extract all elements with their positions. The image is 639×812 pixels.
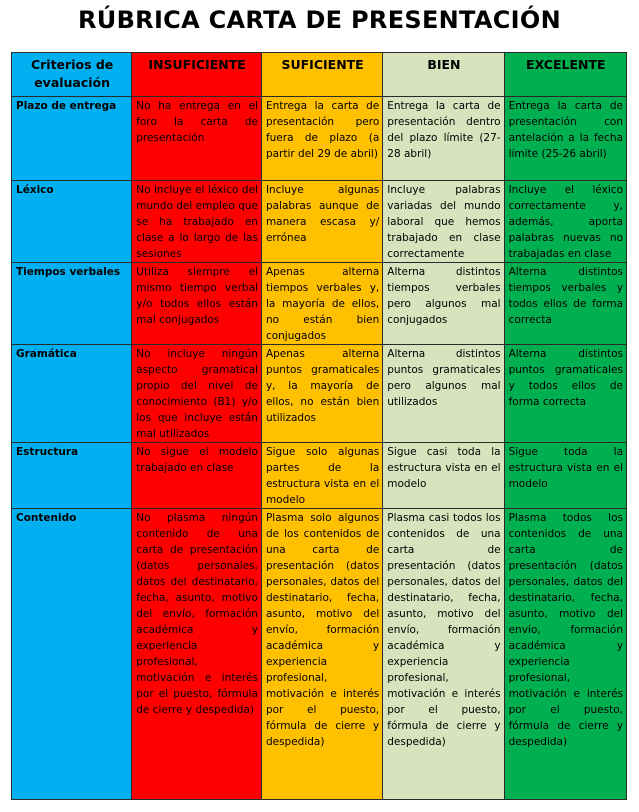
bien-cell: Alterna distintos puntos gramaticales pero algunos mal utilizados (383, 345, 504, 443)
excelente-cell: Sigue toda la estructura vista en el modelo (504, 443, 626, 509)
header-criteria: Criterios de evaluación (12, 53, 132, 97)
criterion-cell: Estructura (12, 443, 132, 509)
rubric-table (11, 52, 627, 800)
criterion-cell: Gramática (12, 345, 132, 443)
bien-cell: Plasma casi todos los contenidos de una carta de presentación (datos personales, datos del destinatario, fecha, asunto, motivo del envío, formación académica y experiencia profesional, motivación e interés por el puesto, fórmula de cierre y despedida) (383, 509, 504, 800)
insuficiente-cell: No ha entrega en el foro la carta de presentación (132, 97, 262, 181)
insuficiente-cell: No incluye el léxico del mundo del empleo que se ha trabajado en clase a lo largo de las sesiones (132, 181, 262, 263)
insuficiente-cell: No incluye ningún aspecto gramatical propio del nivel de conocimiento (B1) y/o los que incluye están mal utilizados (132, 345, 262, 443)
table-row (12, 509, 627, 800)
suficiente-cell: Sigue solo algunas partes de la estructura vista en el modelo (261, 443, 382, 509)
table-row (12, 97, 627, 181)
suficiente-cell: Apenas alterna puntos gramaticales y, la mayoría de ellos, no están bien utilizados (261, 345, 382, 443)
suficiente-cell: Apenas alterna tiempos verbales y, la mayoría de ellos, no están bien conjugados (261, 263, 382, 345)
excelente-cell: Entrega la carta de presentación con antelación a la fecha límite (25-26 abril) (504, 97, 626, 181)
header-bien: BIEN (383, 53, 504, 97)
insuficiente-cell: Utiliza siempre el mismo tiempo verbal y/o todos ellos están mal conjugados (132, 263, 262, 345)
table-row (12, 443, 627, 509)
suficiente-cell: Plasma solo algunos de los contenidos de una carta de presentación (datos personales, datos del destinatario, fecha, asunto, motivo del envío, formación académica y experiencia profesional, motivación e interés por el puesto, fórmula de cierre y despedida) (261, 509, 382, 800)
page-title: RÚBRICA CARTA DE PRESENTACIÓN (78, 6, 561, 34)
bien-cell: Sigue casi toda la estructura vista en el modelo (383, 443, 504, 509)
criterion-cell: Plazo de entrega (12, 97, 132, 181)
insuficiente-cell: No plasma ningún contenido de una carta de presentación (datos personales, datos del destinatario, fecha, asunto, motivo del envío, formación académica y experiencia profesional, motivación e interés por el puesto, fórmula de cierre y despedida) (132, 509, 262, 800)
header-suficiente: SUFICIENTE (261, 53, 382, 97)
insuficiente-cell: No sigue el modelo trabajado en clase (132, 443, 262, 509)
table-row (12, 263, 627, 345)
bien-cell: Incluye palabras variadas del mundo laboral que hemos trabajado en clase correctamente (383, 181, 504, 263)
bien-cell: Entrega la carta de presentación dentro del plazo límite (27-28 abril) (383, 97, 504, 181)
table-row (12, 345, 627, 443)
table-row (12, 181, 627, 263)
excelente-cell: Incluye el léxico correctamente y, además, aporta palabras nuevas no trabajadas en clase (504, 181, 626, 263)
header-excelente: EXCELENTE (504, 53, 626, 97)
excelente-cell: Alterna distintos puntos gramaticales y todos ellos de forma correcta (504, 345, 626, 443)
header-row (12, 53, 627, 97)
excelente-cell: Plasma todos los contenidos de una carta de presentación (datos personales, datos del destinatario, fecha, asunto, motivo del envío, formación académica y experiencia profesional, motivación e interés por el puesto, fórmula de cierre y despedida) (504, 509, 626, 800)
criterion-cell: Léxico (12, 181, 132, 263)
suficiente-cell: Entrega la carta de presentación pero fuera de plazo (a partir del 29 de abril) (261, 97, 382, 181)
suficiente-cell: Incluye algunas palabras aunque de manera escasa y/ errónea (261, 181, 382, 263)
excelente-cell: Alterna distintos tiempos verbales y todos ellos de forma correcta (504, 263, 626, 345)
header-insuficiente: INSUFICIENTE (132, 53, 262, 97)
criterion-cell: Contenido (12, 509, 132, 800)
bien-cell: Alterna distintos tiempos verbales pero algunos mal conjugados (383, 263, 504, 345)
criterion-cell: Tiempos verbales (12, 263, 132, 345)
